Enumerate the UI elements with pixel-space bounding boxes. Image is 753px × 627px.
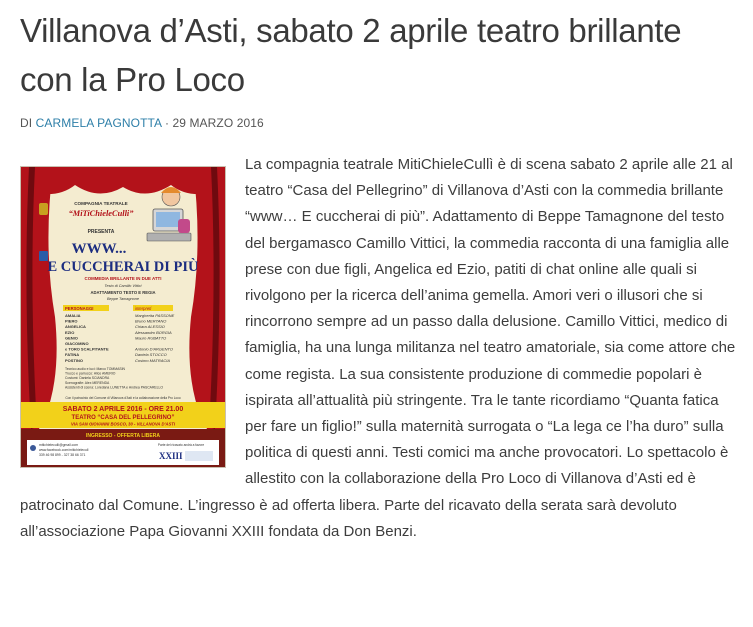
poster-charity-name: XXIII <box>159 451 183 461</box>
poster-subtitle: COMMEDIA BRILLANTE IN DUE ATTI <box>84 276 162 281</box>
cast-role: e TORO SCALPITANTE <box>65 346 109 352</box>
event-poster[interactable] <box>20 166 226 468</box>
cast-role: AMALIA <box>65 313 81 318</box>
cast-actor: Bruno MERTANO <box>135 318 167 324</box>
poster-charity-note: Parte del ricavato andrà a favore <box>157 443 205 447</box>
article-date: 29 MARZO 2016 <box>172 116 264 130</box>
cast-role: PIERO <box>65 318 78 324</box>
poster-presents: PRESENTA <box>87 229 115 235</box>
poster-entry: INGRESSO - OFFERTA LIBERA <box>86 433 160 439</box>
poster-company-name: “MiTiChieleCulli” <box>68 209 134 218</box>
cast-actor: Alessandro BORGIA <box>135 329 172 335</box>
poster-image <box>21 167 225 467</box>
cast-role: FATINA <box>65 352 80 358</box>
facebook-icon <box>30 445 36 451</box>
crew-line: Assistenti di scena: Loredana LUNETTA e Andrea PASCARELLO <box>65 385 164 390</box>
poster-venue: TEATRO “CASA DEL PELLEGRINO” <box>71 415 175 421</box>
cast-actor: Daniela STOCCO <box>135 352 167 358</box>
article-meta <box>20 116 264 130</box>
cast-actor: Chiara ALESSIO <box>135 324 165 330</box>
poster-director: Beppe Tamagnone <box>107 297 139 301</box>
poster-title-line1: WWW... <box>71 241 127 257</box>
article-title: Villanova d’Asti, sabato 2 aprile teatro brillante con la Pro Loco <box>20 12 682 98</box>
cast-actors-header: interpreti <box>135 306 152 311</box>
cast-actor: Antonio D'ARGENTO <box>135 346 174 352</box>
cast-role: POSTINO <box>65 357 84 363</box>
cast-actor: Mauro RUBATTO <box>135 335 167 341</box>
crew-line: Scenografie: Alex MERENDA <box>65 380 110 385</box>
meta-by: DI <box>20 116 33 130</box>
crew-line: Trucco e parrucco: Alice AMERIO <box>65 371 116 376</box>
crew-line: Tecnico audio e luci: Marco TOMMASIN <box>65 367 125 371</box>
cast-roles-header: PERSONAGGI <box>65 306 94 311</box>
cast-role: EZIO <box>65 329 75 335</box>
cast-role: ANGELICA <box>65 324 86 330</box>
poster-contact-email: mitichielecullì@gmail.com <box>39 443 79 447</box>
cast-actor: Cosimo MATRACIA <box>135 357 171 363</box>
crest-icon <box>39 203 48 215</box>
cast-role: GENIO <box>65 335 78 341</box>
crew-line: Costumi: Daniela SCIANDRA <box>65 376 110 381</box>
charity-logo-icon <box>185 451 213 461</box>
meta-separator: · <box>164 116 170 130</box>
cast-actor: Margherita PASSONE <box>135 313 175 318</box>
article-body-text: La compagnia teatrale MitiChieleCullì è di scena sabato 2 aprile alle 21 al teatro “Casa del Pellegrino” di Villanova d’Asti con la commedia brillante “www… E cuccherai di più”. Adattamento di Beppe Tamagnone del testo del bergamasco Camillo Vittici, la commedia racconta di una famiglia alle prese con due figli, Angelica ed Ezio, patiti di chat online alle quali si rivolgono per la ricerca dell’anima gemella. Amori veri o illusori che si rincorrono sempre ad un passo dalla delusione. Camillo Vittici, medico di famiglia, ha una lunga militanza nel teatro amatoriale, sia come attore che come regista. La sua consistente produzione di commedie popolari è ispirata all’attualità più stringente. Tra le tante ricordiamo “Quanta fatica per fare un figlio!” sulla maternità surrogata o “La lega ce l’ha duro” sulla politica di questi anni. Testi comici ma anche provocatori. Lo spettacolo è allestito con la collaborazione della Pro Loco di Villanova d’Asti ed è patrocinato dal Comune. L’ingresso è ad offerta libera. Parte del ricavato della serata sarà devoluto all’associazione Papa Giovanni XXIII fondata da Don Benzi. <box>20 156 736 540</box>
poster-date-time: SABATO 2 APRILE 2016 - ORE 21.00 <box>62 406 184 413</box>
poster-contact-web: www.facebook.com/mitichielecull <box>39 448 89 452</box>
author-link[interactable]: CARMELA PAGNOTTA <box>35 116 162 130</box>
poster-patronage: Con il patrocinio del Comune di Villanova d'Asti e la collaborazione della Pro Loco <box>65 396 181 400</box>
poster-phones: 339 46 98 899 - 327 38 66 371 <box>39 453 86 457</box>
poster-company-label: COMPAGNIA TEATRALE <box>74 201 128 206</box>
poster-title-line2: E CUCCHERAI DI PIÙ <box>47 259 199 275</box>
poster-author-line: Testo di Camillo Vittici <box>104 284 142 288</box>
poster-address: VIA SAN GIOVANNI BOSCO, 30 - VILLANOVA D'ASTI <box>70 421 176 427</box>
cast-role: GIACOMINO <box>65 341 89 346</box>
poster-adaptation: ADATTAMENTO TESTO E REGIA <box>90 290 156 295</box>
